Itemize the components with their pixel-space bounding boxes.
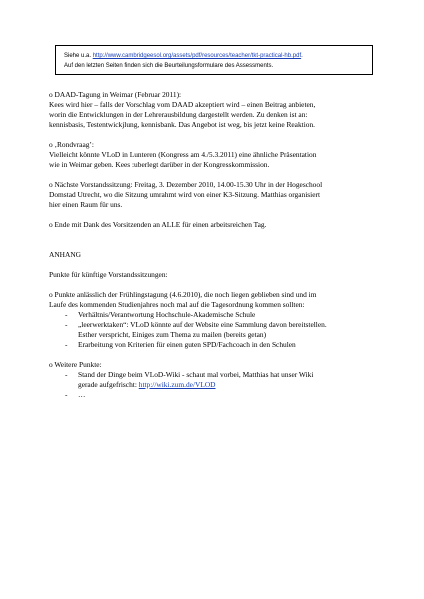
further-heading: o Weitere Punkte: bbox=[49, 360, 102, 369]
reference-prefix: Siehe u.a. bbox=[64, 53, 93, 59]
list-item: - … bbox=[65, 390, 389, 400]
next-meeting-line: Domstad Utrecht, wo die Sitzung umrahmt wird von einer K3-Sitzung. Matthias organisiert bbox=[49, 190, 321, 199]
list-item: - „leerwerktaken“: VLoD könnte auf der Website eine Sammlung davon bereitstellen. Esther verspricht, Einiges zum Thema zu mailen (bereits getan) bbox=[65, 320, 389, 340]
anhang-intro-line: o Punkte anlässlich der Frühlingstagung (4.6.2010), die noch liegen geblieben sind und im bbox=[49, 290, 317, 299]
cambridge-link[interactable]: http://www.cambridgeesol.org/assets/pdf/resources/teacher/tkt-practical-hb.pdf bbox=[92, 53, 302, 59]
reference-box bbox=[55, 45, 373, 75]
reference-line-1 bbox=[64, 51, 372, 61]
further-items-list bbox=[49, 370, 389, 400]
rondvraag-line: wie in Weimar geben. Kees :uberlegt darüber in der Kongresskommission. bbox=[49, 160, 270, 169]
daad-heading: o DAAD-Tagung in Weimar (Februar 2011): bbox=[49, 90, 182, 99]
rondvraag-line: Vielleicht könnte VLoD in Lunteren (Kongress am 4./5.3.2011) eine ähnliche Präsentation bbox=[49, 150, 317, 159]
pending-items-list bbox=[49, 310, 389, 350]
rondvraag-heading: o ‚Rondvraag’: bbox=[49, 140, 94, 149]
list-item: - Erarbeitung von Kriterien für einen guten SPD/Fachcoach in den Schulen bbox=[65, 340, 389, 350]
anhang-title: ANHANG bbox=[49, 250, 82, 259]
next-meeting-line: hier einen Raum für uns. bbox=[49, 200, 123, 209]
wiki-link[interactable]: http://wiki.zum.de/VLOD bbox=[138, 380, 216, 389]
list-item: - Verhältnis/Verantwortung Hochschule-Akademische Schule bbox=[65, 310, 389, 320]
reference-line-2: Auf den letzten Seiten finden sich die Beurteilungsformulare des Assessments. bbox=[64, 63, 274, 69]
daad-line: worin die Entwicklungen in der Lehrerausbildung dargestellt werden. Zu denken ist an: bbox=[49, 110, 308, 119]
daad-line: kennisbasis, Testentwickjlung, kennisbank. Das Angebot ist weg, bis jetzt keine Reaktion. bbox=[49, 120, 315, 129]
anhang-subtitle: Punkte für künftige Vorstandssitzungen: bbox=[49, 270, 168, 279]
anhang-intro-line: Laufe des kommenden Studienjahres noch mal auf die Tagesordnung kommen sollten: bbox=[49, 300, 305, 309]
daad-line: Kees wird hier – falls der Vorschlag vom DAAD akzeptiert wird – einen Beitrag anbieten, bbox=[49, 100, 316, 109]
reference-suffix: . bbox=[301, 53, 303, 59]
next-meeting-line: o Nächste Vorstandssitzung: Freitag, 3. Dezember 2010, 14.00-15.30 Uhr in der Hogeschool bbox=[49, 180, 323, 189]
list-item: - Stand der Dinge beim VLoD-Wiki - schaut mal vorbei, Matthias hat unser Wiki gerade aufgefrischt: http://wiki.zum.de/VLOD bbox=[65, 370, 389, 390]
document-body bbox=[49, 90, 389, 400]
closing-line: o Ende mit Dank des Vorsitzenden an ALLE für einen arbeitsreichen Tag. bbox=[49, 220, 267, 229]
